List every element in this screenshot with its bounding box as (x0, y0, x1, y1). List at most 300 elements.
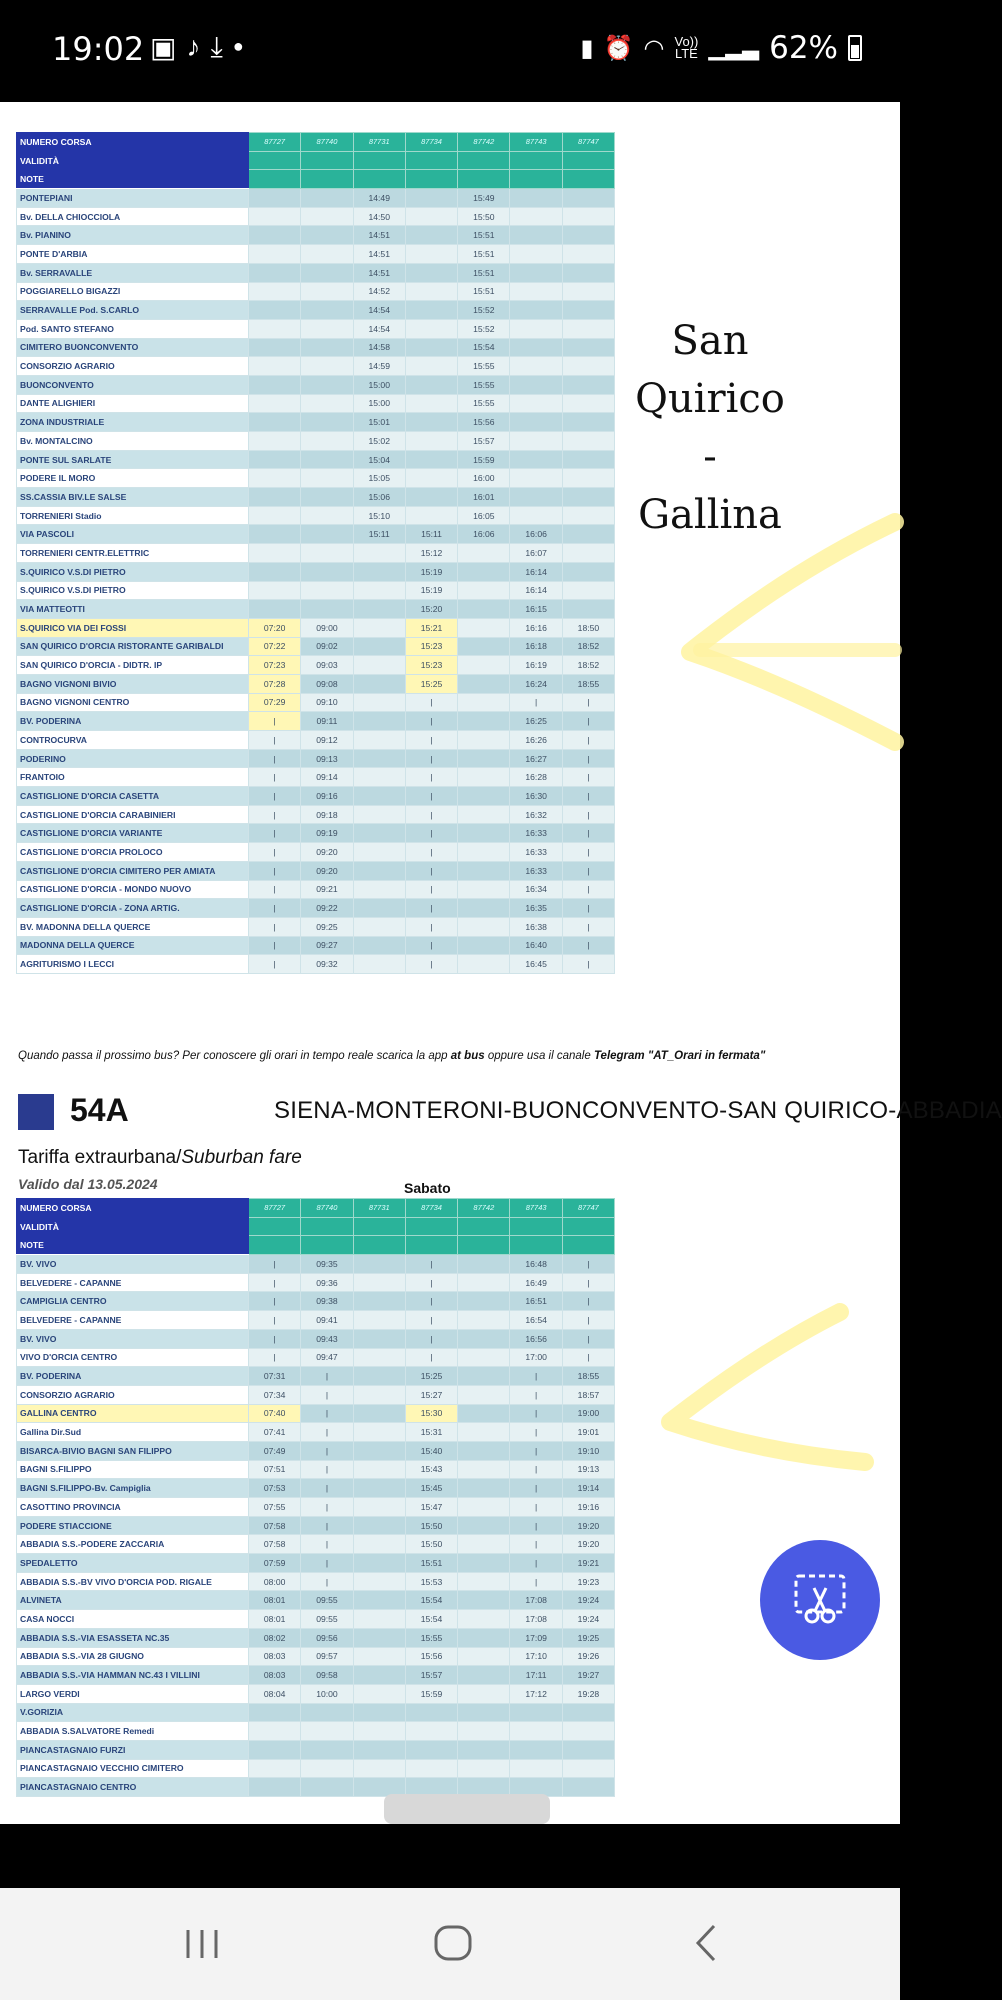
departure-time (458, 562, 510, 581)
departure-time: | (510, 1441, 562, 1460)
recents-icon[interactable] (172, 1918, 232, 1968)
navigation-bar (0, 1888, 900, 2000)
departure-time (458, 899, 510, 918)
departure-time (353, 581, 405, 600)
departure-time: 07:23 (249, 656, 301, 675)
notification-icons (150, 31, 244, 64)
departure-time (353, 1740, 405, 1759)
departure-time (353, 693, 405, 712)
alarm-icon: ⏰ (603, 34, 634, 62)
departure-time: | (301, 1572, 353, 1591)
departure-time: 07:31 (249, 1367, 301, 1386)
timetable-bottom (16, 1198, 614, 1797)
scroll-handle[interactable] (384, 1794, 550, 1824)
departure-time (510, 506, 562, 525)
departure-time (510, 263, 562, 282)
departure-time: | (405, 824, 457, 843)
departure-time: | (562, 712, 614, 731)
note-middle: oppure usa il canale (484, 1050, 594, 1062)
departure-time (458, 618, 510, 637)
table-row (17, 1759, 615, 1778)
departure-time (353, 899, 405, 918)
departure-time (405, 245, 457, 264)
departure-time: 09:25 (301, 917, 353, 936)
departure-time: | (510, 1385, 562, 1404)
departure-time (458, 768, 510, 787)
departure-time (562, 1703, 614, 1722)
timetable-grid-1 (16, 132, 615, 974)
stop-name: Bv. MONTALCINO (17, 432, 249, 451)
departure-time (562, 413, 614, 432)
stop-name: CASTIGLIONE D'ORCIA CARABINIERI (17, 805, 249, 824)
departure-time: 16:33 (510, 861, 562, 880)
departure-time (562, 301, 614, 320)
departure-time: 09:21 (301, 880, 353, 899)
departure-time: | (249, 1273, 301, 1292)
departure-time (249, 357, 301, 376)
departure-time: 15:52 (458, 319, 510, 338)
departure-time: 19:10 (562, 1441, 614, 1460)
departure-time: 15:57 (405, 1666, 457, 1685)
table-row (17, 637, 615, 656)
status-bar (0, 0, 900, 102)
departure-time (353, 1647, 405, 1666)
stop-name: CASTIGLIONE D'ORCIA - MONDO NUOVO (17, 880, 249, 899)
stop-name: AGRITURISMO I LECCI (17, 955, 249, 974)
departure-time (353, 656, 405, 675)
departure-time (562, 450, 614, 469)
departure-time (353, 1703, 405, 1722)
image-viewer[interactable] (0, 102, 1002, 1824)
departure-time (301, 375, 353, 394)
back-icon[interactable] (676, 1918, 736, 1968)
departure-time: 09:19 (301, 824, 353, 843)
departure-time (301, 413, 353, 432)
run-number: 87743 (510, 133, 562, 152)
departure-time: 18:55 (562, 1367, 614, 1386)
departure-time: 14:59 (353, 357, 405, 376)
departure-time: 07:28 (249, 674, 301, 693)
departure-time (405, 375, 457, 394)
table-row (17, 1498, 615, 1517)
departure-time (249, 1740, 301, 1759)
departure-time: 15:19 (405, 562, 457, 581)
departure-time (458, 544, 510, 563)
departure-time: 15:49 (458, 189, 510, 208)
departure-time (458, 1311, 510, 1330)
screenshot-capture-button[interactable] (760, 1540, 880, 1660)
departure-time: 15:54 (405, 1591, 457, 1610)
departure-time: 19:24 (562, 1591, 614, 1610)
stop-name: CASTIGLIONE D'ORCIA - ZONA ARTIG. (17, 899, 249, 918)
run-number (301, 1236, 353, 1255)
departure-time: 08:02 (249, 1628, 301, 1647)
timetable-top (16, 132, 614, 974)
service-day: Sabato (404, 1180, 451, 1196)
departure-time (562, 1778, 614, 1797)
stop-name: ABBADIA S.S.-PODERE ZACCARIA (17, 1535, 249, 1554)
departure-time (510, 375, 562, 394)
departure-time: | (249, 1348, 301, 1367)
departure-time (458, 1367, 510, 1386)
run-number: 87747 (562, 1199, 614, 1218)
departure-time: | (301, 1498, 353, 1517)
departure-time: | (249, 768, 301, 787)
departure-time (510, 207, 562, 226)
table-row (17, 357, 615, 376)
stop-name: PIANCASTAGNAIO FURZI (17, 1740, 249, 1759)
departure-time: 07:53 (249, 1479, 301, 1498)
departure-time: | (562, 880, 614, 899)
departure-time (353, 880, 405, 899)
departure-time (353, 749, 405, 768)
stop-name: ABBADIA S.S.-VIA 28 GIUGNO (17, 1647, 249, 1666)
stop-name: VIA MATTEOTTI (17, 600, 249, 619)
table-row (17, 1591, 615, 1610)
system-icons (580, 30, 862, 66)
departure-time (353, 1722, 405, 1741)
departure-time (301, 226, 353, 245)
departure-time: 19:20 (562, 1535, 614, 1554)
departure-time: 16:14 (510, 581, 562, 600)
table-row (17, 787, 615, 806)
departure-time (458, 1460, 510, 1479)
run-number (510, 170, 562, 189)
departure-time: 09:14 (301, 768, 353, 787)
table-row (17, 207, 615, 226)
departure-time (510, 1759, 562, 1778)
table-row (17, 506, 615, 525)
departure-time: 15:05 (353, 469, 405, 488)
departure-time (301, 207, 353, 226)
departure-time: 15:53 (405, 1572, 457, 1591)
departure-time (301, 1759, 353, 1778)
table-row (17, 674, 615, 693)
departure-time (301, 1778, 353, 1797)
departure-time (353, 637, 405, 656)
departure-time (510, 282, 562, 301)
departure-time (458, 1572, 510, 1591)
tiktok-icon: ♪ (186, 31, 201, 62)
stop-name: CASTIGLIONE D'ORCIA CIMITERO PER AMIATA (17, 861, 249, 880)
departure-time (301, 432, 353, 451)
departure-time (510, 319, 562, 338)
departure-time: 16:54 (510, 1311, 562, 1330)
departure-time (353, 618, 405, 637)
departure-time: | (562, 787, 614, 806)
stop-name: SERRAVALLE Pod. S.CARLO (17, 301, 249, 320)
stop-name: BAGNI S.FILIPPO-Bv. Campiglia (17, 1479, 249, 1498)
departure-time: 09:08 (301, 674, 353, 693)
departure-time (458, 1273, 510, 1292)
departure-time: 17:11 (510, 1666, 562, 1685)
stop-name: VIVO D'ORCIA CENTRO (17, 1348, 249, 1367)
departure-time (353, 1367, 405, 1386)
departure-time (405, 450, 457, 469)
table-row (17, 525, 615, 544)
departure-time: | (510, 1460, 562, 1479)
departure-time: 19:16 (562, 1498, 614, 1517)
table-row (17, 880, 615, 899)
departure-time: 09:57 (301, 1647, 353, 1666)
departure-time: | (562, 805, 614, 824)
departure-time: 19:14 (562, 1479, 614, 1498)
departure-time (249, 506, 301, 525)
departure-time: 15:45 (405, 1479, 457, 1498)
departure-time: 07:20 (249, 618, 301, 637)
departure-time (458, 693, 510, 712)
departure-time: 09:20 (301, 861, 353, 880)
table-row (17, 581, 615, 600)
departure-time (353, 600, 405, 619)
stop-name: GALLINA CENTRO (17, 1404, 249, 1423)
stop-name: PODERE STIACCIONE (17, 1516, 249, 1535)
table-row (17, 936, 615, 955)
stop-name: CASOTTINO PROVINCIA (17, 1498, 249, 1517)
departure-time: | (301, 1554, 353, 1573)
table-row (17, 1722, 615, 1741)
header-row (17, 151, 615, 170)
departure-time (353, 1423, 405, 1442)
table-row (17, 693, 615, 712)
departure-time: | (510, 1479, 562, 1498)
run-number (405, 1217, 457, 1236)
departure-time (353, 955, 405, 974)
departure-time: | (562, 899, 614, 918)
stop-name: CASTIGLIONE D'ORCIA VARIANTE (17, 824, 249, 843)
header-label: VALIDITÀ (17, 1217, 249, 1236)
note-app: at bus (450, 1050, 485, 1062)
departure-time: | (562, 731, 614, 750)
departure-time: 16:32 (510, 805, 562, 824)
route-number: 54A (70, 1092, 129, 1128)
departure-time: 15:55 (405, 1628, 457, 1647)
departure-time: | (405, 787, 457, 806)
stop-name: TORRENIERI CENTR.ELETTRIC (17, 544, 249, 563)
departure-time: 16:05 (458, 506, 510, 525)
departure-time: 14:51 (353, 263, 405, 282)
departure-time (458, 1385, 510, 1404)
departure-time: | (510, 1498, 562, 1517)
run-number (458, 1217, 510, 1236)
departure-time: 09:56 (301, 1628, 353, 1647)
stop-name: SS.CASSIA BIV.LE SALSE (17, 488, 249, 507)
departure-time (562, 525, 614, 544)
table-row (17, 824, 615, 843)
departure-time (353, 712, 405, 731)
departure-time: 16:33 (510, 843, 562, 862)
departure-time (405, 1722, 457, 1741)
departure-time (301, 1740, 353, 1759)
stop-name: TORRENIERI Stadio (17, 506, 249, 525)
home-icon[interactable] (423, 1918, 483, 1968)
departure-time: 16:51 (510, 1292, 562, 1311)
departure-time: 19:01 (562, 1423, 614, 1442)
table-row (17, 749, 615, 768)
departure-time: 19:26 (562, 1647, 614, 1666)
departure-time: 17:10 (510, 1647, 562, 1666)
departure-time (510, 1740, 562, 1759)
departure-time (249, 1703, 301, 1722)
departure-time (249, 189, 301, 208)
departure-time: 15:54 (405, 1610, 457, 1629)
departure-time (353, 562, 405, 581)
departure-time: 16:40 (510, 936, 562, 955)
departure-time: 19:27 (562, 1666, 614, 1685)
departure-time: 08:04 (249, 1684, 301, 1703)
validity-date: Valido dal 13.05.2024 (18, 1176, 158, 1192)
departure-time (301, 544, 353, 563)
departure-time: 07:29 (249, 693, 301, 712)
departure-time (510, 301, 562, 320)
departure-time: | (562, 955, 614, 974)
departure-time: | (405, 805, 457, 824)
departure-time (353, 1759, 405, 1778)
departure-time (353, 1610, 405, 1629)
departure-time: 15:23 (405, 656, 457, 675)
departure-time: 16:19 (510, 656, 562, 675)
battery-percent: 62% (769, 30, 838, 66)
departure-time: 09:58 (301, 1666, 353, 1685)
departure-time: | (562, 693, 614, 712)
stop-name: PONTE SUL SARLATE (17, 450, 249, 469)
letterbox-bar (0, 1824, 900, 1888)
stop-name: FRANTOIO (17, 768, 249, 787)
departure-time: 16:35 (510, 899, 562, 918)
signal-icon: ▁▂▃ (708, 35, 760, 60)
departure-time (458, 1591, 510, 1610)
departure-time (249, 1778, 301, 1797)
departure-time (353, 1479, 405, 1498)
timetable-grid-2 (16, 1198, 615, 1797)
departure-time: | (249, 861, 301, 880)
stop-name: ZONA INDUSTRIALE (17, 413, 249, 432)
departure-time (405, 189, 457, 208)
stop-name: BELVEDERE - CAPANNE (17, 1273, 249, 1292)
highlight-arrow-icon (670, 512, 900, 752)
header-label: NOTE (17, 1236, 249, 1255)
stop-name: CAMPIGLIA CENTRO (17, 1292, 249, 1311)
table-row (17, 899, 615, 918)
departure-time: 16:26 (510, 731, 562, 750)
departure-time: 07:34 (249, 1385, 301, 1404)
departure-time (458, 674, 510, 693)
departure-time: 16:28 (510, 768, 562, 787)
table-row (17, 413, 615, 432)
run-number (301, 170, 353, 189)
stop-name: CONTROCURVA (17, 731, 249, 750)
stop-name: POGGIARELLO BIGAZZI (17, 282, 249, 301)
departure-time (301, 469, 353, 488)
stop-name: SAN QUIRICO D'ORCIA - DIDTR. IP (17, 656, 249, 675)
departure-time: 16:34 (510, 880, 562, 899)
stop-name: CASTIGLIONE D'ORCIA PROLOCO (17, 843, 249, 862)
departure-time: 09:38 (301, 1292, 353, 1311)
departure-time: | (249, 805, 301, 824)
realtime-info-note (18, 1050, 765, 1062)
departure-time (249, 245, 301, 264)
departure-time: | (301, 1479, 353, 1498)
table-row (17, 917, 615, 936)
stop-name: VIA PASCOLI (17, 525, 249, 544)
table-row (17, 544, 615, 563)
departure-time: 19:20 (562, 1516, 614, 1535)
departure-time: 09:11 (301, 712, 353, 731)
departure-time (458, 1722, 510, 1741)
departure-time: | (249, 955, 301, 974)
battery-saver-icon: ▮ (580, 34, 594, 62)
departure-time (249, 488, 301, 507)
departure-time: 09:03 (301, 656, 353, 675)
departure-time: | (301, 1423, 353, 1442)
departure-time (249, 282, 301, 301)
departure-time: | (405, 843, 457, 862)
run-number (510, 1217, 562, 1236)
stop-name: DANTE ALIGHIERI (17, 394, 249, 413)
departure-time: | (510, 1516, 562, 1535)
table-row (17, 375, 615, 394)
departure-time (301, 562, 353, 581)
departure-time (458, 1516, 510, 1535)
departure-time: 09:27 (301, 936, 353, 955)
departure-time (353, 1348, 405, 1367)
departure-time: 15:21 (405, 618, 457, 637)
stop-name: Bv. PIANINO (17, 226, 249, 245)
departure-time (353, 1385, 405, 1404)
departure-time: | (562, 843, 614, 862)
departure-time (405, 1703, 457, 1722)
departure-time: 09:35 (301, 1255, 353, 1274)
table-row (17, 618, 615, 637)
departure-time: 15:27 (405, 1385, 457, 1404)
stop-name: Gallina Dir.Sud (17, 1423, 249, 1442)
departure-time (301, 488, 353, 507)
departure-time: | (301, 1460, 353, 1479)
run-number (249, 170, 301, 189)
stop-name: PONTEPIANI (17, 189, 249, 208)
wifi-icon: ◠ (643, 34, 665, 62)
departure-time (458, 1703, 510, 1722)
departure-time: | (405, 693, 457, 712)
departure-time (458, 917, 510, 936)
departure-time (249, 450, 301, 469)
run-number (458, 170, 510, 189)
departure-time (249, 413, 301, 432)
run-number (353, 1236, 405, 1255)
departure-time (562, 600, 614, 619)
departure-time (562, 488, 614, 507)
table-row (17, 1255, 615, 1274)
departure-time: 19:28 (562, 1684, 614, 1703)
stop-name: Bv. SERRAVALLE (17, 263, 249, 282)
departure-time (249, 525, 301, 544)
departure-time: | (405, 861, 457, 880)
departure-time (353, 861, 405, 880)
stop-name: BAGNI S.FILIPPO (17, 1460, 249, 1479)
departure-time (301, 338, 353, 357)
departure-time (458, 1479, 510, 1498)
departure-time: | (562, 936, 614, 955)
departure-time (353, 1292, 405, 1311)
fare-en: Suburban fare (181, 1147, 302, 1168)
title-line-1: San (671, 318, 749, 364)
run-number (562, 1217, 614, 1236)
departure-time (301, 525, 353, 544)
departure-time: 09:41 (301, 1311, 353, 1330)
departure-time (458, 1498, 510, 1517)
departure-time (353, 1554, 405, 1573)
run-number (458, 151, 510, 170)
